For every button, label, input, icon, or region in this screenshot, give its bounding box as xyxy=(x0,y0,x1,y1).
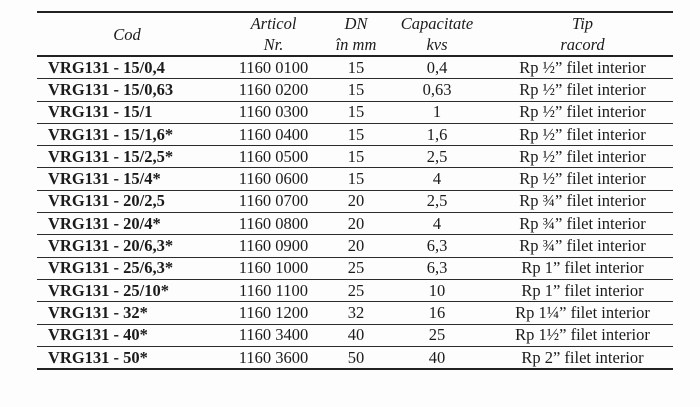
cell-capacitate: 6,3 xyxy=(382,235,492,257)
cell-capacitate: 40 xyxy=(382,346,492,369)
header-cod xyxy=(37,12,217,56)
cell-capacitate: 16 xyxy=(382,302,492,324)
cell-cod: VRG131 - 15/1,6* xyxy=(37,123,217,145)
cell-cod: VRG131 - 15/1 xyxy=(37,101,217,123)
cell-dn: 25 xyxy=(330,279,382,301)
cell-articol-nr: 1160 0600 xyxy=(217,168,330,190)
header-articol-nr xyxy=(217,12,330,56)
cell-tip-racord: Rp 1” filet interior xyxy=(492,257,673,279)
cell-cod: VRG131 - 40* xyxy=(37,324,217,346)
cell-capacitate: 0,63 xyxy=(382,79,492,101)
cell-dn: 15 xyxy=(330,56,382,79)
cell-cod: VRG131 - 25/10* xyxy=(37,279,217,301)
cell-dn: 40 xyxy=(330,324,382,346)
cell-tip-racord: Rp ½” filet interior xyxy=(492,146,673,168)
cell-capacitate: 4 xyxy=(382,213,492,235)
header-tip-line1: Tip xyxy=(571,14,594,33)
cell-tip-racord: Rp 2” filet interior xyxy=(492,346,673,369)
cell-cod: VRG131 - 20/2,5 xyxy=(37,190,217,212)
table-row xyxy=(37,257,673,279)
cell-articol-nr: 1160 0100 xyxy=(217,56,330,79)
cell-tip-racord: Rp ½” filet interior xyxy=(492,79,673,101)
cell-articol-nr: 1160 3400 xyxy=(217,324,330,346)
cell-tip-racord: Rp 1½” filet interior xyxy=(492,324,673,346)
cell-capacitate: 25 xyxy=(382,324,492,346)
cell-articol-nr: 1160 1200 xyxy=(217,302,330,324)
cell-tip-racord: Rp ½” filet interior xyxy=(492,56,673,79)
header-capacitate xyxy=(382,12,492,56)
cell-tip-racord: Rp ¾” filet interior xyxy=(492,235,673,257)
cell-tip-racord: Rp ¾” filet interior xyxy=(492,190,673,212)
table-row xyxy=(37,279,673,301)
cell-capacitate: 10 xyxy=(382,279,492,301)
table-row xyxy=(37,324,673,346)
cell-cod: VRG131 - 32* xyxy=(37,302,217,324)
header-dn xyxy=(330,12,382,56)
cell-articol-nr: 1160 1000 xyxy=(217,257,330,279)
cell-articol-nr: 1160 0700 xyxy=(217,190,330,212)
table-row xyxy=(37,79,673,101)
cell-dn: 20 xyxy=(330,190,382,212)
table-row xyxy=(37,302,673,324)
header-tip-racord xyxy=(492,12,673,56)
cell-articol-nr: 1160 0300 xyxy=(217,101,330,123)
cell-dn: 20 xyxy=(330,235,382,257)
cell-dn: 50 xyxy=(330,346,382,369)
cell-articol-nr: 1160 0800 xyxy=(217,213,330,235)
header-capacitate-line2: kvs xyxy=(426,35,448,54)
cell-tip-racord: Rp ½” filet interior xyxy=(492,123,673,145)
cell-cod: VRG131 - 20/4* xyxy=(37,213,217,235)
cell-tip-racord: Rp ½” filet interior xyxy=(492,101,673,123)
table-row xyxy=(37,146,673,168)
cell-capacitate: 4 xyxy=(382,168,492,190)
header-articol-line1: Articol xyxy=(250,14,297,33)
cell-capacitate: 6,3 xyxy=(382,257,492,279)
cell-capacitate: 0,4 xyxy=(382,56,492,79)
header-dn-line2: în mm xyxy=(335,35,377,54)
cell-articol-nr: 1160 0400 xyxy=(217,123,330,145)
table-row xyxy=(37,168,673,190)
cell-tip-racord: Rp 1¼” filet interior xyxy=(492,302,673,324)
cell-articol-nr: 1160 1100 xyxy=(217,279,330,301)
cell-dn: 25 xyxy=(330,257,382,279)
cell-dn: 15 xyxy=(330,123,382,145)
cell-tip-racord: Rp ¾” filet interior xyxy=(492,213,673,235)
table-row xyxy=(37,56,673,79)
cell-cod: VRG131 - 15/4* xyxy=(37,168,217,190)
table-row xyxy=(37,101,673,123)
cell-dn: 20 xyxy=(330,213,382,235)
cell-dn: 15 xyxy=(330,168,382,190)
header-cod-line1: Cod xyxy=(113,24,141,44)
cell-cod: VRG131 - 15/2,5* xyxy=(37,146,217,168)
header-articol-line2: Nr. xyxy=(263,35,284,54)
cell-cod: VRG131 - 15/0,63 xyxy=(37,79,217,101)
table-row xyxy=(37,235,673,257)
cell-cod: VRG131 - 25/6,3* xyxy=(37,257,217,279)
cell-articol-nr: 1160 0500 xyxy=(217,146,330,168)
cell-dn: 15 xyxy=(330,146,382,168)
cell-cod: VRG131 - 15/0,4 xyxy=(37,56,217,79)
table-header xyxy=(37,12,673,56)
cell-articol-nr: 1160 0900 xyxy=(217,235,330,257)
table-row xyxy=(37,346,673,369)
table-body xyxy=(37,56,673,369)
cell-articol-nr: 1160 0200 xyxy=(217,79,330,101)
cell-tip-racord: Rp 1” filet interior xyxy=(492,279,673,301)
cell-cod: VRG131 - 20/6,3* xyxy=(37,235,217,257)
cell-tip-racord: Rp ½” filet interior xyxy=(492,168,673,190)
cell-articol-nr: 1160 3600 xyxy=(217,346,330,369)
table-row xyxy=(37,213,673,235)
table-row xyxy=(37,123,673,145)
header-dn-line1: DN xyxy=(344,14,368,33)
cell-capacitate: 2,5 xyxy=(382,190,492,212)
cell-dn: 32 xyxy=(330,302,382,324)
cell-cod: VRG131 - 50* xyxy=(37,346,217,369)
cell-dn: 15 xyxy=(330,101,382,123)
header-tip-line2: racord xyxy=(560,35,605,54)
cell-capacitate: 1 xyxy=(382,101,492,123)
header-row xyxy=(37,12,673,56)
table-row xyxy=(37,190,673,212)
cell-dn: 15 xyxy=(330,79,382,101)
header-capacitate-line1: Capacitate xyxy=(400,14,474,33)
cell-capacitate: 1,6 xyxy=(382,123,492,145)
product-spec-table xyxy=(37,11,673,370)
cell-capacitate: 2,5 xyxy=(382,146,492,168)
